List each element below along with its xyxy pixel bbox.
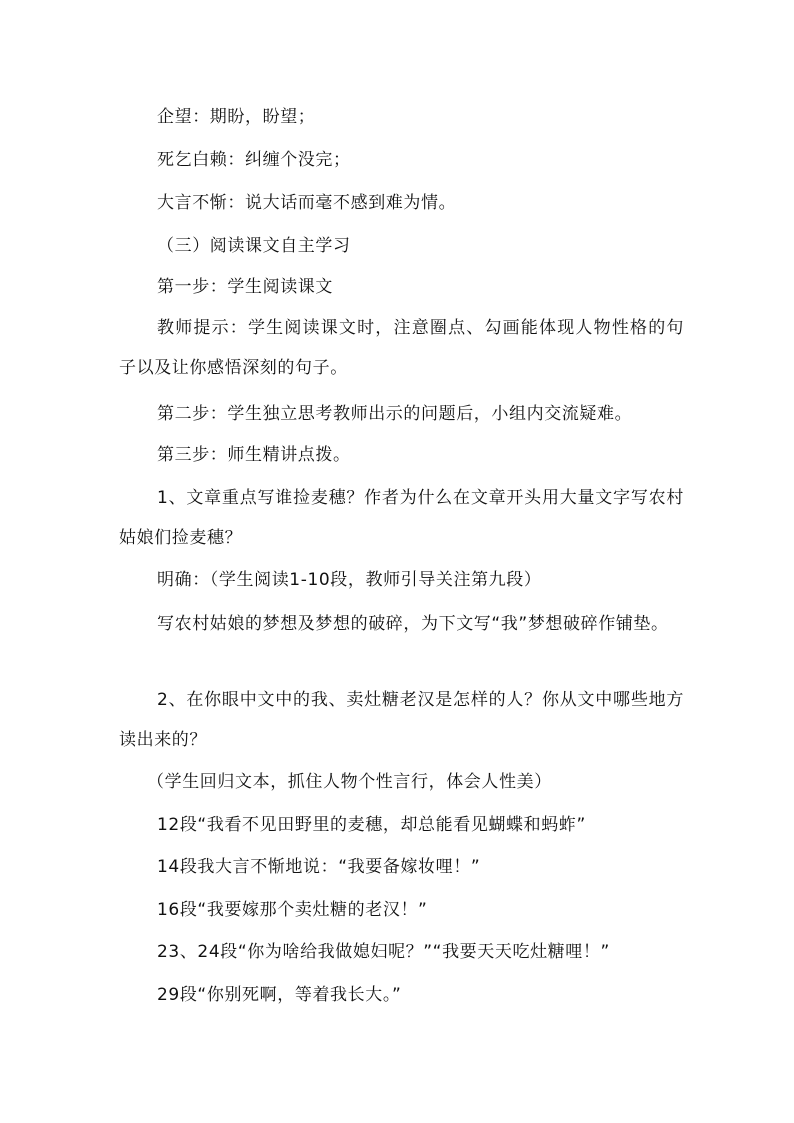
definition-dayanbucan: 大言不惭：说大话而毫不感到难为情。 [157, 193, 457, 213]
quote-para-16: 16段“我要嫁那个卖灶糖的老汉！” [157, 900, 428, 920]
answer-intro: 明确：（学生阅读1-10段，教师引导关注第九段） [157, 570, 542, 590]
step-two: 第二步：学生独立思考教师出示的问题后，小组内交流疑难。 [157, 404, 633, 424]
quote-para-23-24: 23、24段“你为啥给我做媳妇呢？”“我要天天吃灶糖哩！” [157, 942, 610, 962]
step-one: 第一步：学生阅读课文 [157, 277, 333, 297]
question-two-paragraph: 2、在你眼中文中的我、卖灶糖老汉是怎样的人？你从文中哪些地方读出来的？ [119, 690, 684, 750]
quote-para-14: 14段我大言不惭地说：“我要备嫁妆哩！” [157, 857, 481, 877]
quote-para-29: 29段“你别死啊，等着我长大。” [157, 985, 402, 1005]
definition-siqibailai: 死乞白赖：纠缠个没完； [157, 150, 351, 170]
section-heading: （三）阅读课文自主学习 [157, 236, 351, 256]
student-note: （学生回归文本，抓住人物个性言行，体会人性美） [147, 772, 552, 792]
step-three: 第三步：师生精讲点拨。 [157, 445, 351, 465]
definition-qiwang: 企望：期盼，盼望； [157, 107, 316, 127]
quote-para-12: 12段“我看不见田野里的麦穗，却总能看见蝴蝶和蚂蚱” [157, 815, 586, 835]
answer-paragraph: 写农村姑娘的梦想及梦想的破碎，为下文写“我”梦想破碎作铺垫。 [157, 614, 669, 634]
question-one-paragraph: 1、文章重点写谁捡麦穗？作者为什么在文章开头用大量文字写农村姑娘们捡麦穗？ [119, 488, 684, 548]
teacher-tip-paragraph: 教师提示：学生阅读课文时，注意圈点、勾画能体现人物性格的句子以及让你感悟深刻的句子。 [119, 318, 684, 378]
